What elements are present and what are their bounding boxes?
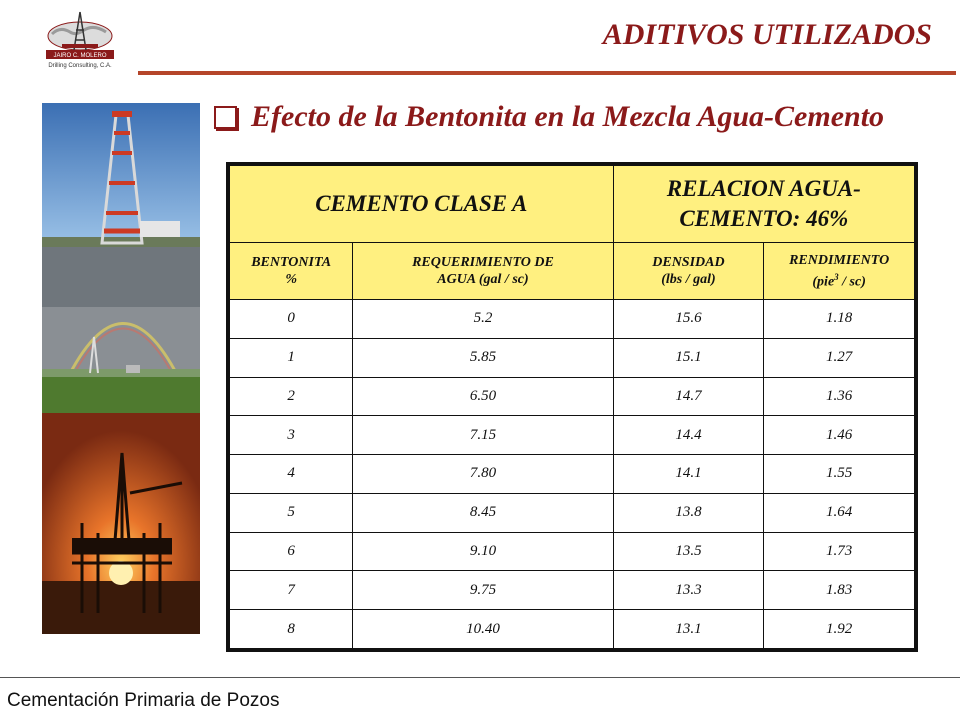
page-title: ADITIVOS UTILIZADOS xyxy=(602,18,932,51)
table-row xyxy=(230,455,915,494)
group-header-cement: CEMENTO CLASE A xyxy=(230,166,614,243)
table-row xyxy=(230,300,915,339)
water-cell: 8.45 xyxy=(353,493,613,532)
column-header-yield: RENDIMIENTO (pie$^3$ / sc) xyxy=(764,243,915,300)
table-row xyxy=(230,532,915,571)
density-cell: 15.1 xyxy=(613,338,764,377)
density-cell: 14.1 xyxy=(613,455,764,494)
table-row xyxy=(230,377,915,416)
density-cell: 13.1 xyxy=(613,610,764,649)
yield-cell: 1.27 xyxy=(764,338,915,377)
table-row xyxy=(230,416,915,455)
rainbow-field-photo xyxy=(42,247,200,413)
yield-cell: 1.73 xyxy=(764,532,915,571)
bentonite-cell: 5 xyxy=(230,493,353,532)
table-row xyxy=(230,338,915,377)
yield-cell: 1.55 xyxy=(764,455,915,494)
density-cell: 14.4 xyxy=(613,416,764,455)
yield-cell: 1.64 xyxy=(764,493,915,532)
yield-cell: 1.46 xyxy=(764,416,915,455)
table-row xyxy=(230,610,915,649)
water-cell: 7.80 xyxy=(353,455,613,494)
column-header-water-requirement: REQUERIMIENTO DE AGUA (gal / sc) xyxy=(353,243,613,300)
water-cell: 9.10 xyxy=(353,532,613,571)
bentonite-cell: 6 xyxy=(230,532,353,571)
bentonite-cell: 7 xyxy=(230,571,353,610)
offshore-platform-sunset-photo xyxy=(42,413,200,634)
bentonite-cell: 0 xyxy=(230,300,353,339)
water-cell: 10.40 xyxy=(353,610,613,649)
column-header-bentonite: BENTONITA % xyxy=(230,243,353,300)
footer-text: Cementación Primaria de Pozos xyxy=(7,690,280,711)
density-cell: 13.8 xyxy=(613,493,764,532)
density-cell: 15.6 xyxy=(613,300,764,339)
footer-divider xyxy=(0,677,960,678)
title-divider xyxy=(138,71,956,75)
company-logo xyxy=(40,10,120,72)
drilling-rig-photo xyxy=(42,103,200,247)
bentonite-cell: 2 xyxy=(230,377,353,416)
yield-cell: 1.92 xyxy=(764,610,915,649)
water-cell: 5.85 xyxy=(353,338,613,377)
bentonite-cell: 1 xyxy=(230,338,353,377)
water-cell: 7.15 xyxy=(353,416,613,455)
svg-text:JAIRO C. MOLERO: JAIRO C. MOLERO xyxy=(53,53,107,59)
bentonite-cell: 8 xyxy=(230,610,353,649)
bentonite-cell: 4 xyxy=(230,455,353,494)
svg-text:Drilling Consulting, C.A.: Drilling Consulting, C.A. xyxy=(48,63,112,69)
group-header-water-cement-ratio: RELACION AGUA- CEMENTO: 46% xyxy=(613,166,914,243)
section-heading xyxy=(214,100,884,134)
bentonite-cell: 3 xyxy=(230,416,353,455)
column-header-density: DENSIDAD (lbs / gal) xyxy=(613,243,764,300)
section-heading-text: Efecto de la Bentonita en la Mezcla Agua-Cemento xyxy=(251,100,885,133)
bentonite-table xyxy=(226,162,918,652)
table-row xyxy=(230,571,915,610)
density-cell: 13.3 xyxy=(613,571,764,610)
density-cell: 14.7 xyxy=(613,377,764,416)
yield-cell: 1.83 xyxy=(764,571,915,610)
water-cell: 9.75 xyxy=(353,571,613,610)
water-cell: 6.50 xyxy=(353,377,613,416)
table-row xyxy=(230,493,915,532)
checkbox-bullet-icon xyxy=(214,106,237,129)
density-cell: 13.5 xyxy=(613,532,764,571)
water-cell: 5.2 xyxy=(353,300,613,339)
yield-cell: 1.18 xyxy=(764,300,915,339)
yield-cell: 1.36 xyxy=(764,377,915,416)
photo-strip xyxy=(42,103,200,634)
